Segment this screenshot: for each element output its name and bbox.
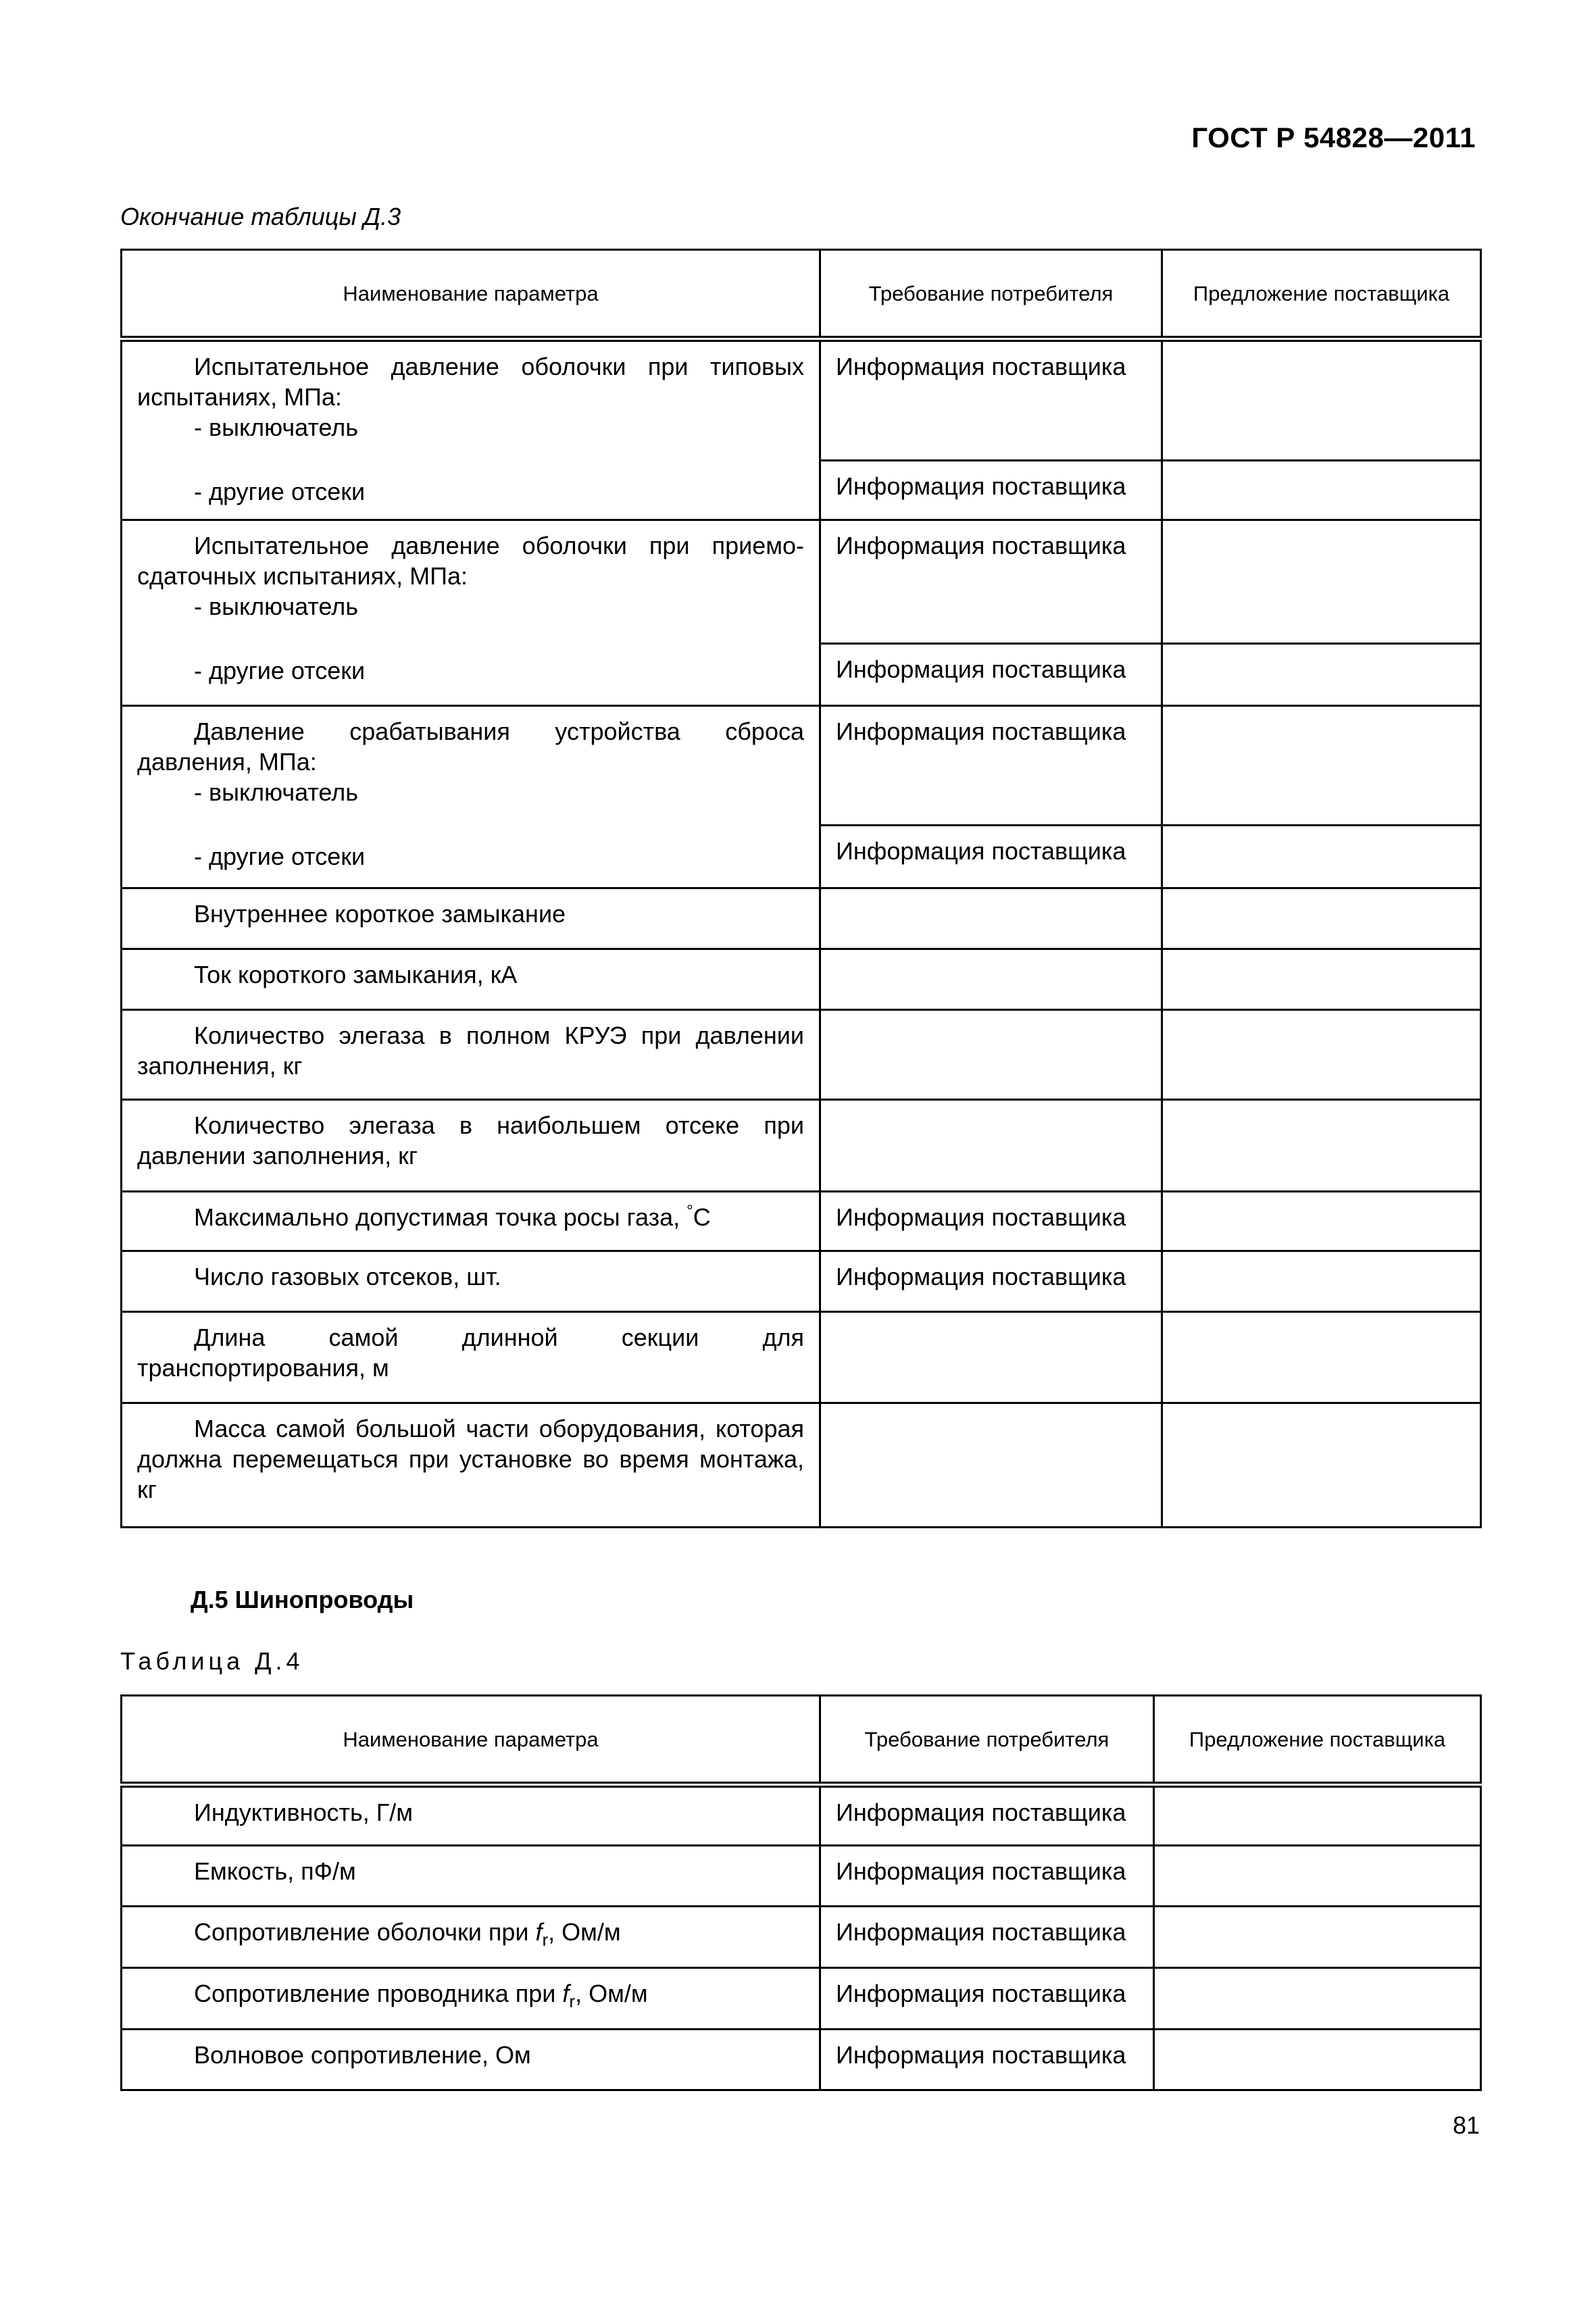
parameter-text: Волновое сопротивление, Ом — [194, 2041, 531, 2069]
parameter-text: Ток короткого замыкания, кА — [194, 961, 518, 988]
parameter-cell — [122, 706, 820, 888]
column-header-requirement: Требование потребителя — [820, 1696, 1154, 1785]
column-header-offer: Предложение поставщика — [1162, 250, 1481, 339]
offer-cell — [1162, 949, 1481, 1010]
parameter-text: Испытательное давление оболочки при приемо-сдаточных испытаниях, МПа: — [137, 532, 804, 590]
parameter-text: Испытательное давление оболочки при типовых испытаниях, МПа: — [137, 353, 804, 411]
requirement-cell: Информация поставщика — [820, 1846, 1154, 1907]
parameter-cell — [122, 1192, 820, 1251]
table-row — [122, 1010, 1481, 1100]
offer-cell — [1162, 1312, 1481, 1403]
requirement-cell: Информация поставщика — [820, 1785, 1154, 1846]
table-d3 — [120, 249, 1482, 1528]
table-row — [122, 888, 1481, 949]
table-caption: Окончание таблицы Д.3 — [120, 203, 401, 230]
section-title: Д.5 Шинопроводы — [191, 1586, 414, 1613]
parameter-cell — [122, 1785, 820, 1846]
sub-parameter: - другие отсеки — [194, 478, 366, 505]
table-row — [122, 1785, 1481, 1846]
parameter-text: Масса самой большой части оборудования, которая должна перемещаться при установке во время монтажа, кг — [137, 1415, 804, 1503]
offer-cell — [1154, 1968, 1481, 2030]
requirement-cell: Информация поставщика — [820, 339, 1162, 461]
table-row — [122, 339, 1481, 461]
requirement-cell: Информация поставщика — [820, 1251, 1162, 1312]
table-row — [122, 1846, 1481, 1907]
sub-parameter: - другие отсеки — [194, 842, 366, 870]
requirement-cell — [820, 949, 1162, 1010]
parameter-cell — [122, 2030, 820, 2090]
parameter-text: Количество элегаза в полном КРУЭ при давлении заполнения, кг — [137, 1022, 804, 1080]
parameter-text: Внутреннее короткое замыкание — [194, 900, 566, 928]
column-header-offer: Предложение поставщика — [1154, 1696, 1481, 1785]
requirement-cell: Информация поставщика — [820, 1907, 1154, 1968]
table-row — [122, 1251, 1481, 1312]
column-header-requirement: Требование потребителя — [820, 250, 1162, 339]
sub-parameter: - выключатель — [194, 413, 359, 441]
offer-cell — [1162, 1100, 1481, 1192]
offer-cell — [1162, 644, 1481, 706]
requirement-cell: Информация поставщика — [820, 520, 1162, 644]
parameter-cell — [122, 1312, 820, 1403]
parameter-text: Сопротивление оболочки при $f_r$, Ом/м — [194, 1918, 621, 1950]
sub-parameter: - выключатель — [194, 593, 359, 620]
sub-parameter: - другие отсеки — [194, 657, 366, 684]
parameter-cell — [122, 1010, 820, 1100]
sub-parameter: - выключатель — [194, 778, 359, 806]
offer-cell — [1162, 1403, 1481, 1528]
parameter-text: Индуктивность, Г/м — [194, 1799, 414, 1826]
offer-cell — [1162, 461, 1481, 520]
table-row — [122, 520, 1481, 644]
requirement-cell — [820, 888, 1162, 949]
table-row — [122, 2030, 1481, 2090]
parameter-cell — [122, 1968, 820, 2030]
requirement-cell: Информация поставщика — [820, 826, 1162, 888]
column-header-parameter: Наименование параметра — [122, 1696, 820, 1785]
offer-cell — [1162, 706, 1481, 826]
offer-cell — [1162, 888, 1481, 949]
parameter-cell — [122, 888, 820, 949]
offer-cell — [1162, 1010, 1481, 1100]
requirement-cell — [820, 1010, 1162, 1100]
parameter-cell — [122, 520, 820, 706]
parameter-text: Длина самой длинной секции для транспортирования, м — [137, 1324, 804, 1382]
requirement-cell — [820, 1100, 1162, 1192]
table-row — [122, 1312, 1481, 1403]
requirement-cell: Информация поставщика — [820, 644, 1162, 706]
parameter-cell — [122, 339, 820, 520]
offer-cell — [1154, 2030, 1481, 2090]
table-row — [122, 1403, 1481, 1528]
parameter-cell — [122, 1907, 820, 1968]
requirement-cell: Информация поставщика — [820, 706, 1162, 826]
offer-cell — [1154, 1846, 1481, 1907]
offer-cell — [1162, 826, 1481, 888]
table-row — [122, 1100, 1481, 1192]
parameter-cell — [122, 1251, 820, 1312]
requirement-cell — [820, 1403, 1162, 1528]
parameter-text: Число газовых отсеков, шт. — [194, 1263, 501, 1290]
parameter-text: Количество элегаза в наибольшем отсеке при давлении заполнения, кг — [137, 1111, 804, 1169]
parameter-cell — [122, 949, 820, 1010]
requirement-cell: Информация поставщика — [820, 2030, 1154, 2090]
parameter-cell — [122, 1403, 820, 1528]
parameter-cell — [122, 1100, 820, 1192]
table-row — [122, 1907, 1481, 1968]
parameter-text: Максимально допустимая точка росы газа, °С — [194, 1202, 711, 1231]
requirement-cell: Информация поставщика — [820, 1968, 1154, 2030]
table-row — [122, 1968, 1481, 2030]
requirement-cell: Информация поставщика — [820, 461, 1162, 520]
table-row — [122, 949, 1481, 1010]
standard-number: ГОСТ Р 54828—2011 — [1191, 122, 1476, 153]
offer-cell — [1154, 1785, 1481, 1846]
table-label: Таблица Д.4 — [120, 1647, 304, 1675]
parameter-text: Давление срабатывания устройства сброса давления, МПа: — [137, 718, 804, 776]
offer-cell — [1162, 1251, 1481, 1312]
parameter-text: Сопротивление проводника при $f_r$, Ом/м — [194, 1980, 648, 2011]
offer-cell — [1162, 1192, 1481, 1251]
parameter-cell — [122, 1846, 820, 1907]
table-row — [122, 706, 1481, 826]
column-header-parameter: Наименование параметра — [122, 250, 820, 339]
offer-cell — [1162, 520, 1481, 644]
table-d4 — [120, 1694, 1482, 2091]
requirement-cell: Информация поставщика — [820, 1192, 1162, 1251]
requirement-cell — [820, 1312, 1162, 1403]
table-row — [122, 1192, 1481, 1251]
parameter-text: Емкость, пФ/м — [194, 1857, 356, 1885]
offer-cell — [1154, 1907, 1481, 1968]
page-number: 81 — [1452, 2111, 1480, 2139]
offer-cell — [1162, 339, 1481, 461]
